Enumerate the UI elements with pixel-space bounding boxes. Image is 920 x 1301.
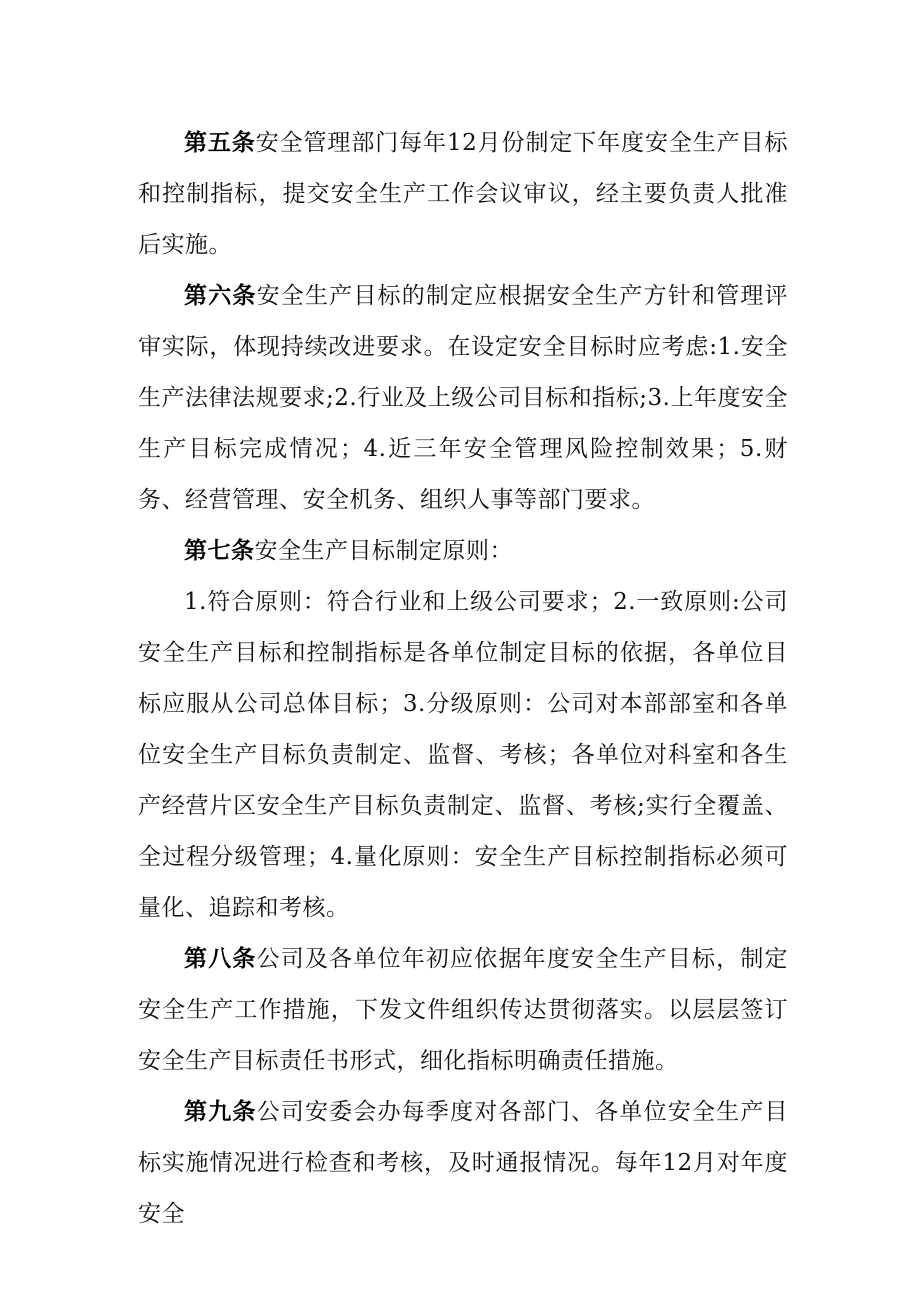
article-7-text: 安全生产目标制定原则： — [254, 538, 513, 564]
article-7 — [138, 526, 788, 577]
article-8-heading: 第八条 — [184, 946, 257, 972]
article-8-text: 公司及各单位年初应依据年度安全生产目标，制定安全生产工作措施，下发文件组织传达贯彻落实。以层层签订安全生产目标责任书形式，细化指标明确责任措施。 — [138, 946, 788, 1074]
article-8 — [138, 934, 788, 1087]
article-9-text: 公司安委会办每季度对各部门、各单位安全生产目标实施情况进行检查和考核，及时通报情况。每年12月对年度安全 — [138, 1099, 788, 1227]
article-9 — [138, 1087, 788, 1240]
document-body — [138, 118, 788, 1240]
article-6-text: 安全生产目标的制定应根据安全生产方针和管理评审实际，体现持续改进要求。在设定安全目标时应考虑:1.安全生产法律法规要求;2.行业及上级公司目标和指标;3.上年度安全生产目标完成情况；4.近三年安全管理风险控制效果；5.财务、经营管理、安全机务、组织人事等部门要求。 — [138, 283, 788, 513]
article-9-heading: 第九条 — [184, 1099, 257, 1125]
article-5-heading: 第五条 — [184, 130, 256, 156]
article-5-text: 安全管理部门每年12月份制定下年度安全生产目标和控制指标，提交安全生产工作会议审议，经主要负责人批准后实施。 — [138, 130, 788, 258]
article-6-heading: 第六条 — [184, 283, 257, 309]
article-7-principles-text: 1.符合原则：符合行业和上级公司要求；2.一致原则:公司安全生产目标和控制指标是各单位制定目标的依据，各单位目标应服从公司总体目标；3.分级原则：公司对本部部室和各单位安全生产目标负责制定、监督、考核；各单位对科室和各生产经营片区安全生产目标负责制定、监督、考核;实行全覆盖、全过程分级管理；4.量化原则：安全生产目标控制指标必须可量化、追踪和考核。 — [138, 589, 788, 921]
article-7-principles — [138, 577, 788, 934]
article-5 — [138, 118, 788, 271]
article-6 — [138, 271, 788, 526]
article-7-heading: 第七条 — [184, 538, 255, 564]
